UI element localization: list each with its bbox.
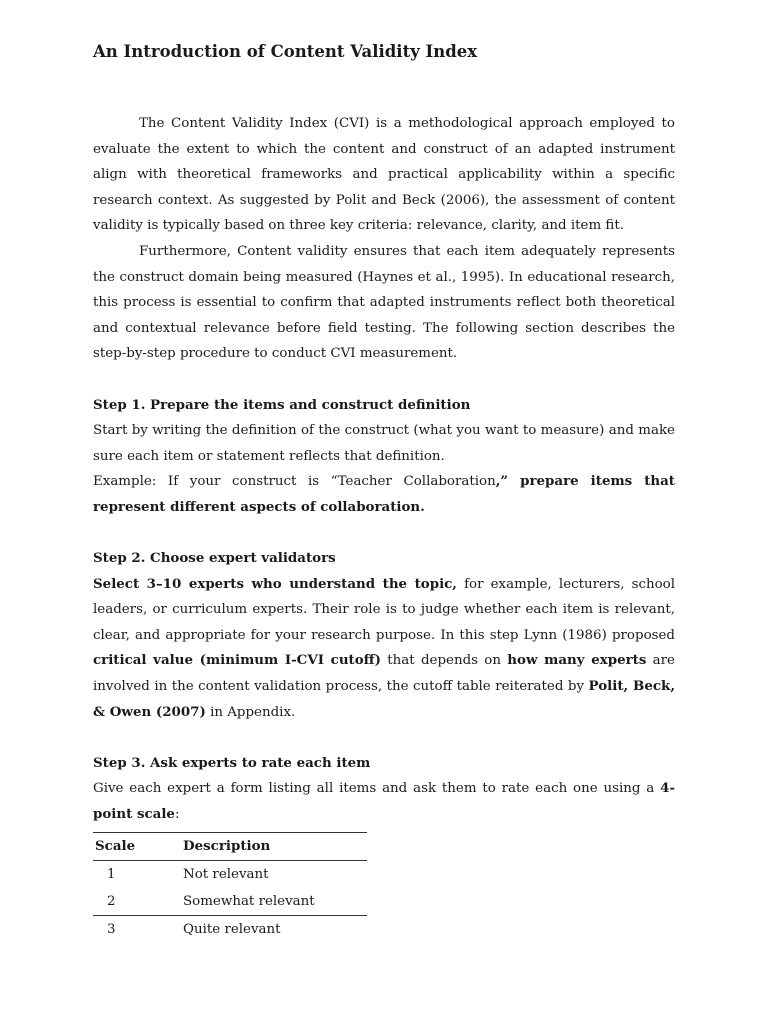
table-cell-description: Quite relevant bbox=[183, 915, 367, 943]
table-cell-scale: 1 bbox=[107, 866, 116, 882]
intro-paragraph-2: Furthermore, Content validity ensures that each item adequately represents the construct domain being measured (Haynes et al., 1995). In educational research, this process is essential to confirm that adapted instruments reflect both theoretical and contextual relevance before field testing. The following section describes the step-by-step procedure to conduct CVI measurement. bbox=[93, 243, 675, 362]
table-header-description: Description bbox=[183, 832, 367, 860]
step2-heading: Step 2. Choose expert validators bbox=[93, 550, 336, 567]
table-row bbox=[93, 860, 367, 888]
intro-paragraph-1: The Content Validity Index (CVI) is a methodological approach employed to evaluate the extent to which the content and construct of an adapted instrument align with theoretical frameworks and practical applicability within a specific research context. As suggested by Polit and Beck (2006), the assessment of content validity is typically based on three key criteria: relevance, clarity, and item fit. bbox=[93, 116, 675, 234]
step2-text: Select 3–10 experts who understand the topic, for example, lecturers, school leaders, or curriculum experts. Their role is to judge whether each item is relevant, clear, and appropriate for your research purpose. In this step Lynn (1986) proposed critical value (minimum I-CVI cutoff) that depends on how many experts are involved in the content validation process, the cutoff table reiterated by Polit, Beck, & Owen (2007) in Appendix. bbox=[93, 575, 676, 720]
table-cell-scale: 3 bbox=[93, 915, 183, 943]
document-title: An Introduction of Content Validity Index bbox=[93, 42, 478, 61]
table-cell-description: Not relevant bbox=[183, 866, 269, 882]
table-row bbox=[93, 915, 367, 943]
table-cell-scale: 2 bbox=[107, 893, 116, 909]
table-header-row bbox=[93, 832, 367, 860]
table-row bbox=[93, 888, 367, 916]
step1-text: Start by writing the definition of the construct (what you want to measure) and make sure each item or statement reflects that definition. bbox=[93, 423, 675, 464]
document-body bbox=[93, 111, 675, 943]
scale-table bbox=[93, 832, 367, 943]
step3-text: Give each expert a form listing all items and ask them to rate each one using a 4-point scale: bbox=[93, 780, 675, 823]
step1-heading: Step 1. Prepare the items and construct definition bbox=[93, 396, 471, 413]
step3-heading: Step 3. Ask experts to rate each item bbox=[93, 754, 371, 771]
table-cell-description: Somewhat relevant bbox=[183, 893, 315, 909]
table-header-scale: Scale bbox=[93, 832, 183, 860]
step1-example: Example: If your construct is “Teacher Collaboration,” prepare items that represent different aspects of collaboration. bbox=[93, 473, 675, 515]
